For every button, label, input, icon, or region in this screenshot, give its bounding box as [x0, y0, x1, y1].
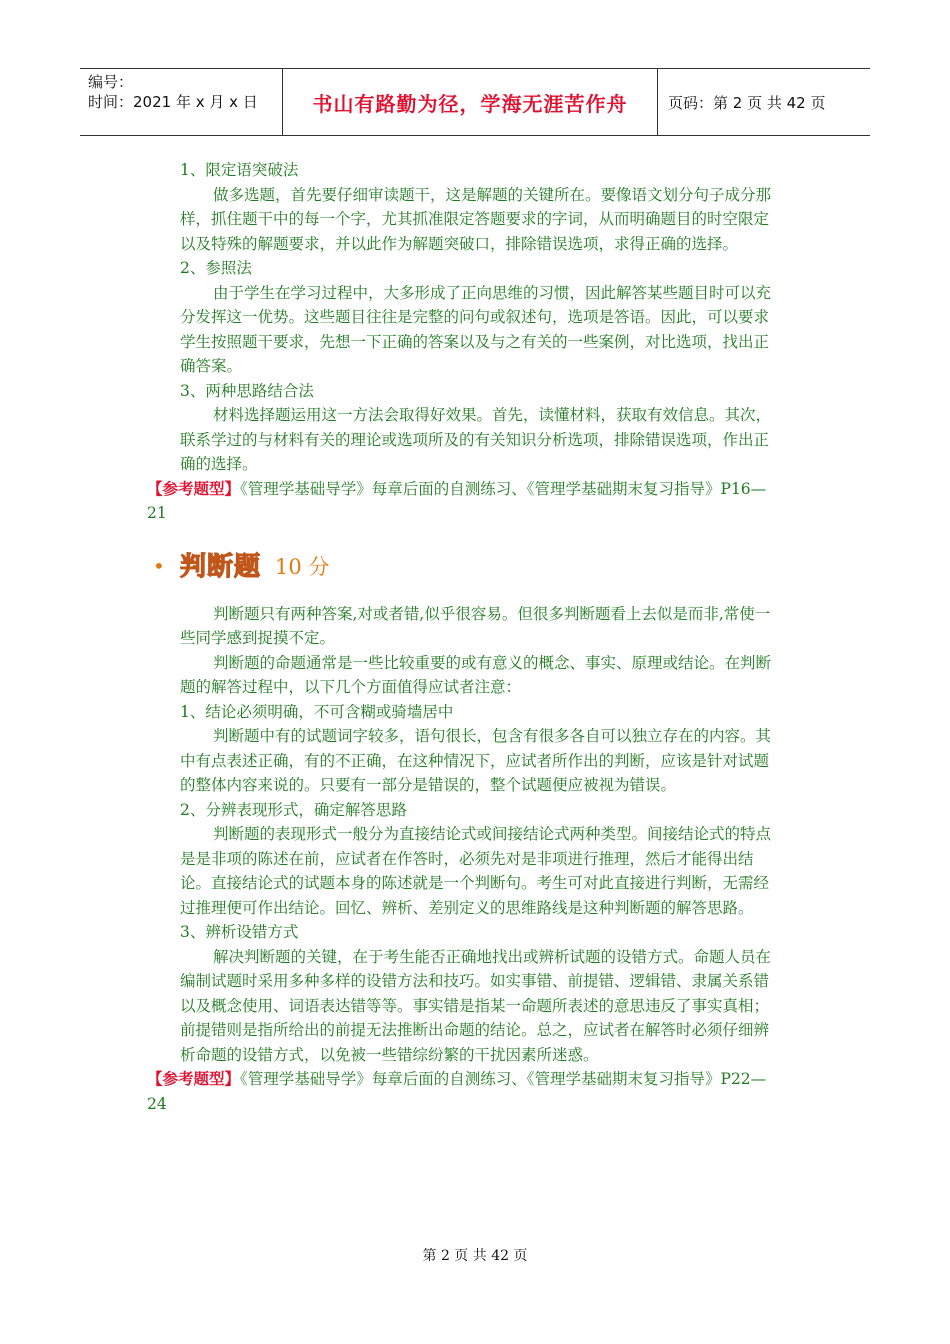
reference-text: 《管理学基础导学》每章后面的自测练习、《管理学基础期末复习指导》P22—24 — [147, 1070, 767, 1113]
section-score: 10 分 — [275, 555, 330, 580]
subheading: 3、辨析设错方式 — [180, 923, 299, 941]
header-motto: 书山有路勤为径，学海无涯苦作舟 — [283, 69, 658, 135]
subheading: 2、分辨表现形式，确定解答思路 — [180, 800, 407, 819]
reference-line — [147, 477, 780, 526]
header-meta — [80, 69, 283, 135]
section-heading — [153, 540, 780, 596]
subheading: 2、参照法 — [180, 259, 252, 277]
paragraph: 判断题的表现形式一般分为直接结论式或间接结论式两种类型。间接结论式的特点是是非项的陈述在前，应试者在作答时，必须先对是非项进行推理，然后才能得出结论。直接结论式的试题本身的陈述就是一个判断句。考生可对此直接进行判断，无需经过推理便可作出结论。回忆、辨析、差别定义的思维路线是这种判断题的解答思路。 — [180, 825, 772, 917]
date-line: 时间：2021 年 x 月 x 日 — [88, 93, 258, 111]
page-header — [80, 68, 870, 136]
subheading: 1、结论必须明确，不可含糊或骑墙居中 — [180, 702, 454, 721]
subheading: 1、限定语突破法 — [180, 161, 299, 179]
reference-line — [147, 1067, 780, 1116]
paragraph: 判断题的命题通常是一些比较重要的或有意义的概念、事实、原理或结论。在判断题的解答过程中，以下几个方面值得应试者注意： — [180, 653, 772, 696]
paragraph: 判断题只有两种答案,对或者错,似乎很容易。但很多判断题看上去似是而非,常使一些同学感到捉摸不定。 — [180, 604, 771, 647]
paragraph: 判断题中有的试题词字较多，语句很长，包含有很多各自可以独立存在的内容。其中有点表述正确，有的不正确，在这种情况下，应试者所作出的判断，应该是针对试题的整体内容来说的。只要有一部分是错误的，整个试题便应被视为错误。 — [180, 727, 772, 794]
bullet-icon: • — [153, 553, 165, 578]
paragraph: 由于学生在学习过程中，大多形成了正向思维的习惯，因此解答某些题目时可以充分发挥这一优势。这些题目往往是完整的问句或叙述句，选项是答语。因此，可以要求学生按照题干要求，先想一下正确的答案以及与之有关的一些案例，对比选项，找出正确答案。 — [180, 283, 772, 375]
number-label: 编号： — [88, 73, 134, 91]
paragraph: 做多选题，首先要仔细审读题干，这是解题的关键所在。要像语文划分句子成分那样，抓住题干中的每一个字，尤其抓准限定答题要求的字词，从而明确题目的时空限定以及特殊的解题要求，并以此作为解题突破口，排除错误选项，求得正确的选择。 — [180, 185, 772, 253]
reference-tag: 【参考题型】 — [147, 1069, 241, 1088]
subheading: 3、两种思路结合法 — [180, 381, 314, 400]
page-footer: 第 2 页 共 42 页 — [422, 1248, 528, 1264]
document-body — [147, 158, 780, 1116]
paragraph: 材料选择题运用这一方法会取得好效果。首先，读懂材料，获取有效信息。其次，联系学过的与材料有关的理论或选项所及的有关知识分析选项，排除错误选项，作出正确的选择。 — [180, 406, 772, 473]
reference-tag: 【参考题型】 — [147, 478, 241, 498]
header-page-info: 页码：第 2 页 共 42 页 — [668, 93, 826, 112]
paragraph: 解决判断题的关键，在于考生能否正确地找出或辨析试题的设错方式。命题人员在编制试题时采用多种多样的设错方法和技巧。如实事错、前提错、逻辑错、隶属关系错以及概念使用、词语表达错等等。事实错是指某一命题所表述的意思违反了事实真相；前提错则是指所给出的前提无法推断出命题的结论。总之，应试者在解答时必须仔细辨析命题的设错方式，以免被一些错综纷繁的干扰因素所迷惑。 — [180, 947, 772, 1064]
reference-text: 《管理学基础导学》每章后面的自测练习、《管理学基础期末复习指导》P16—21 — [147, 479, 767, 522]
section-title: 判断题 — [180, 552, 262, 583]
